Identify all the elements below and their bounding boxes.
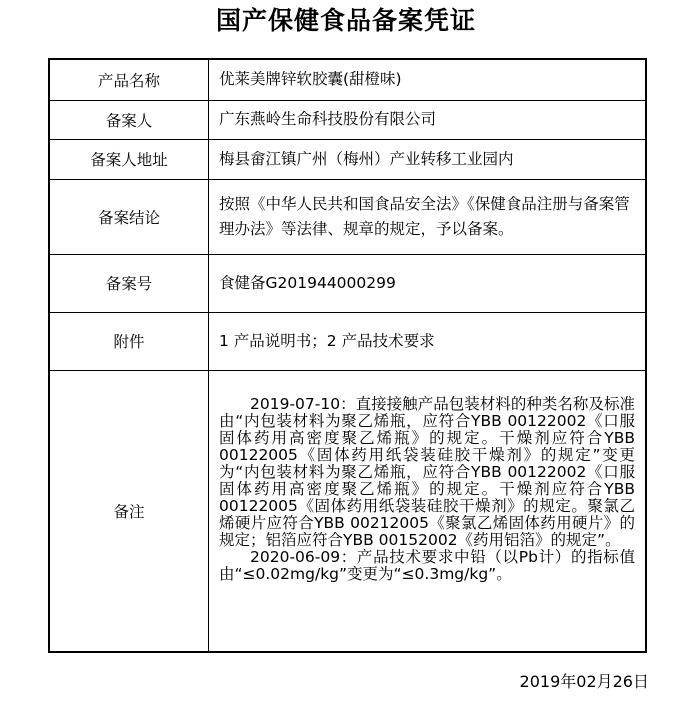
table-row [49, 100, 646, 139]
remarks-paragraph-2: 2020-06-09：产品技术要求中铅（以Pb计）的指标值由“≤0.02mg/kg”变更为“≤0.3mg/kg”。 [219, 547, 635, 583]
table-row [49, 59, 646, 100]
applicant-label: 备案人 [49, 100, 209, 139]
remarks-label: 备注 [49, 370, 209, 652]
attachments-label: 附件 [49, 312, 209, 370]
conclusion-value: 按照《中华人民共和国食品安全法》《保健食品注册与备案管理办法》等法律、规章的规定，予以备案。 [209, 179, 647, 254]
table-row [49, 139, 646, 179]
issue-date: 2019年02月26日 [519, 672, 649, 691]
remarks-paragraph-1: 2019-07-10：直接接触产品包装材料的种类名称及标准由“内包装材料为聚乙烯瓶，应符合YBB 00122002《口服固体药用高密度聚乙烯瓶》的规定。干燥剂应符合YBB 00122005《固体药用纸袋装硅胶干燥剂》的规定”变更为“内包装材料为聚乙烯瓶，应符合YBB 00122002《口服固体药用高密度聚乙烯瓶》的规定。干燥剂应符合YBB 00122005《固体药用纸袋装硅胶干燥剂》的规定。聚氯乙烯硬片应符合YBB 00212005《聚氯乙烯固体药用硬片》的规定；铝箔应符合YBB 00152002《药用铝箔》的规定”。 [219, 394, 635, 549]
product-name-value: 优莱美牌锌软胶囊(甜橙味) [209, 59, 647, 100]
table-row [49, 312, 646, 370]
applicant-address-label: 备案人地址 [49, 139, 209, 179]
document-title: 国产保健食品备案凭证 [215, 6, 476, 35]
attachments-value: 1 产品说明书；2 产品技术要求 [209, 312, 647, 370]
record-table [48, 58, 647, 653]
conclusion-label: 备案结论 [49, 179, 209, 254]
table-row [49, 179, 646, 254]
table-row [49, 254, 646, 312]
record-number-label: 备案号 [49, 254, 209, 312]
product-name-label: 产品名称 [49, 59, 209, 100]
remarks-value [209, 370, 647, 652]
table-row [49, 370, 646, 652]
applicant-value: 广东燕岭生命科技股份有限公司 [209, 100, 647, 139]
record-number-value: 食健备G201944000299 [209, 254, 647, 312]
applicant-address-value: 梅县畲江镇广州（梅州）产业转移工业园内 [209, 139, 647, 179]
